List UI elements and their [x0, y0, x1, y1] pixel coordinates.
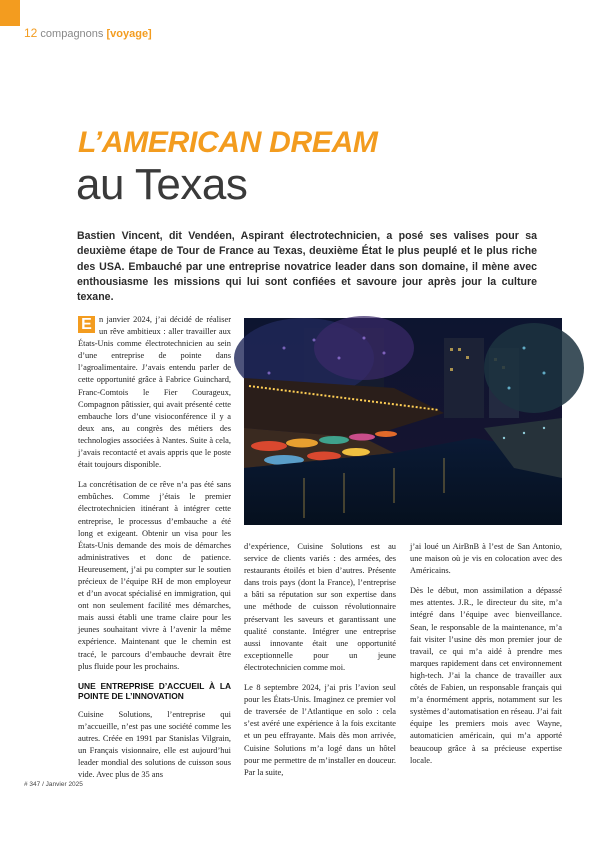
corner-accent: [0, 0, 20, 26]
column-2: [244, 541, 396, 787]
lead-paragraph: Bastien Vincent, dit Vendéen, Aspirant électrotechnicien, a posé ses valises pour sa deuxième étape de Tour de France au Texas, deuxième État le plus peuplé et le plus riche des USA. Embauché par une entreprise novatrice leader dans son domaine, il mène avec enthousiasme les missions qui lui sont confiées et savoure jour après jour la culture texane.: [77, 230, 537, 304]
title-line2: au Texas: [76, 160, 248, 209]
col2-paragraph-2: Le 8 septembre 2024, j’ai pris l’avion seul pour les États-Unis. Imaginez ce premier vol de traversée de l’Atlantique en solo : cela s’est avéré une expérience à la fois excitante et un peu effrayante. Mais dès mon arrivée, Cuisine Solutions m’a logé dans un hôtel pour me permettre de m’installer en douceur. Par la suite,: [244, 683, 396, 777]
column-3: [410, 541, 562, 775]
magazine-name: compagnons: [40, 28, 104, 40]
col1-paragraph-2: La concrétisation de ce rêve n’a pas été sans embûches. Comme j’étais le premier électrotechnicien itinérant à intégrer cette entreprise, le processus d’embauche a été long et exigeant. Obtenir un visa pour les États-Unis demande des mois de démarches administratives et donc de patience. Heureusement, j’ai pu compter sur le soutien précieux de l’équipe RH de mon employeur et d’un avocat spécialisé en immigration, qui ont non seulement facilité mes démarches, mais aussi établi une trame claire pour les jeunes souhaitant vivre à l’avenir la même expérience. Maintenant que le chemin est tracé, le parcours d’embauche devrait être plus fluide pour les prochains.: [78, 480, 231, 671]
page-number: 12: [24, 26, 38, 40]
col1-paragraph-1: [78, 314, 231, 471]
page-header: [24, 26, 152, 40]
column-1: [78, 314, 231, 789]
title-line1: L’AMERICAN DREAM: [78, 126, 378, 159]
photo-caption: La RiverWalk de San-Antonio, à la période de Noël.: [494, 830, 561, 851]
col1-paragraph-3: Cuisine Solutions, l’entreprise qui m’accueille, n’est pas une société comme les autres. Créée en 1991 par Stanislas Vilgrain, un Français visionnaire, elle est aujourd’hui leader mondial des solutions de cuisson sous vide. Avec plus de 35 ans: [78, 709, 231, 780]
col3-paragraph-2: Dès le début, mon assimilation a dépassé mes attentes. J.R., le directeur du site, m’a intégré dans l’équipe avec bienveillance. Sean, le responsable de la maintenance, m’a fait visiter l’usine dès mon premier jour de travail, ce qui m’a aidé à prendre mes marques rapidement dans cet environnement high-tech. J’ai la chance de travailler aux côtés de Fabien, un responsable français qui m’a énormément appris, notamment sur les systèmes d’automatisation en réseau. J’ai fait équipe les premiers mois avec Wayne, automaticien américain, qui m’a apporté beaucoup grâce à sa précieuse expertise locale.: [410, 586, 562, 765]
col3-paragraph-1: j’ai loué un AirBnB à l’est de San Antonio, une maison où je vis en colocation avec des Américains.: [410, 542, 562, 576]
col2-paragraph-1: d’expérience, Cuisine Solutions est au service de clients variés : des armées, des restaurants étoilés et bien d’autres. Présente dans trois pays (dont la France), l’entreprise a bâti sa réputation sur son expertise dans une méthode de cuisson révolutionnaire préservant les saveurs et garantissant une qualité constante. Intégrer une entreprise aussi innovante était une opportunité exceptionnelle pour un jeune électrotechnicien comme moi.: [244, 542, 396, 672]
dropcap: E: [78, 316, 95, 333]
section-label: [voyage]: [106, 28, 152, 40]
issue-footer: # 347 / Janvier 2025: [24, 781, 83, 788]
subheading: UNE ENTREPRISE D’ACCUEIL À LA POINTE DE L’INNOVATION: [78, 680, 231, 701]
col1-p1-text: n janvier 2024, j’ai décidé de réaliser un rêve ambitieux : aller travailler aux États-Unis comme électrotechnicien au sein d’une entreprise de pointe dans l’agroalimentaire. J’avais entendu parler de cette opportunité grâce à Fabrice Guinchard, Franc-Comtois le Fier Courageux, Compagnon pâtissier, qui avait présenté cette embauche lors d’une visioconférence il y a deux ans, au congrès des métiers des technologies associées à Nantes. Suite à cela, j’avais recontacté et avais appris que le poste était toujours disponible.: [78, 315, 231, 470]
